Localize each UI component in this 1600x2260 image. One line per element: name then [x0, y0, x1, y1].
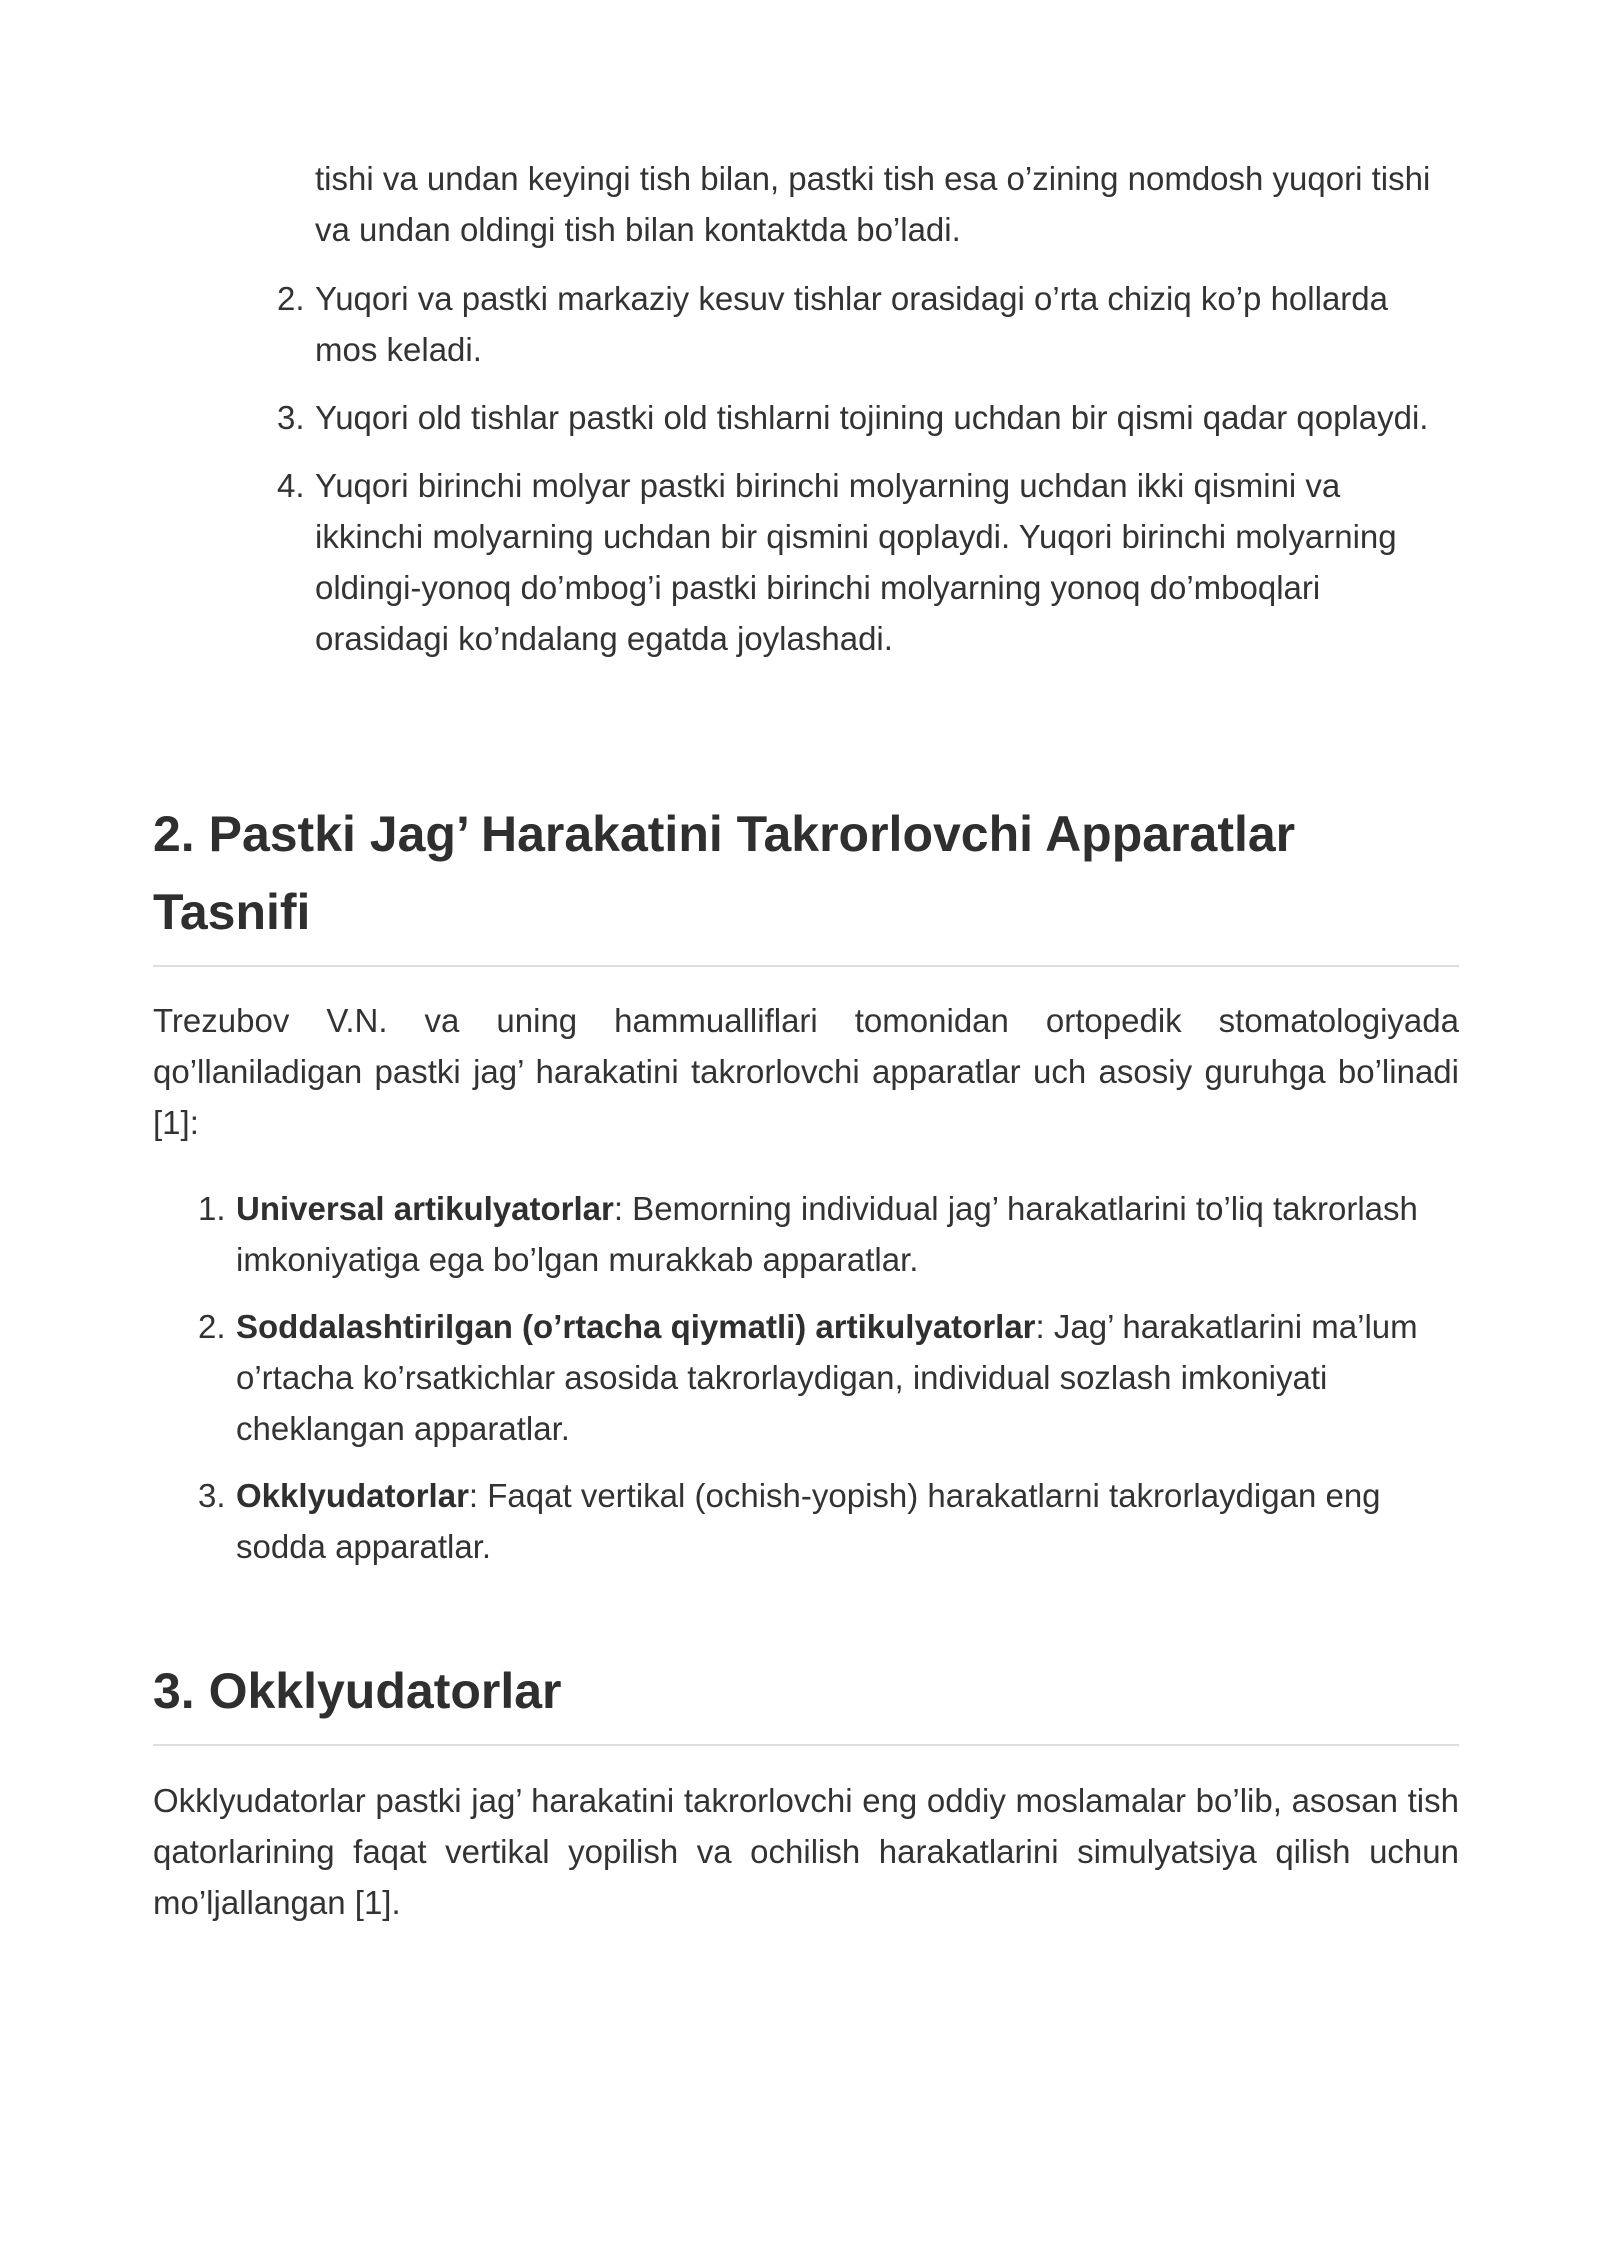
- list-number: 4.: [277, 467, 305, 504]
- section-heading: 3. Okklyudatorlar: [153, 1663, 562, 1719]
- list-number: 2.: [198, 1308, 226, 1345]
- list-item-text: Yuqori old tishlar pastki old tishlarni tojining uchdan bir qismi qadar qoplaydi.: [315, 399, 1429, 436]
- list-item: [198, 1470, 1459, 1572]
- list-item-text: : Bemorning individual jag’ harakatlarini to’liq takrorlash imkoniyatiga ega bo’lgan murakkab apparatlar.: [236, 1190, 1418, 1278]
- list-item: [277, 273, 1445, 375]
- list-item-continuation: tishi va undan keyingi tish bilan, pastki tish esa o’zining nomdosh yuqori tishi va undan oldingi tish bilan kontaktda bo’ladi.: [315, 160, 1431, 248]
- list-item-text: Yuqori va pastki markaziy kesuv tishlar orasidagi o’rta chiziq ko’p hollarda mos keladi.: [315, 280, 1388, 368]
- list-item: [277, 392, 1445, 443]
- list-number: 1.: [198, 1190, 226, 1227]
- occlusion-criteria-list: [277, 273, 1445, 681]
- list-item-text: : Jag’ harakatlarini ma’lum o’rtacha ko’rsatkichlar asosida takrorlaydigan, individual sozlash imkoniyati cheklangan apparatlar.: [236, 1308, 1418, 1447]
- list-item-term: Okklyudatorlar: [236, 1477, 469, 1514]
- section-heading-wrapper: [153, 1652, 1459, 1746]
- list-item-text: : Faqat vertikal (ochish-yopish) harakatlarni takrorlaydigan eng sodda apparatlar.: [236, 1477, 1381, 1565]
- section-heading: 2. Pastki Jag’ Harakatini Takrorlovchi Apparatlar Tasnifi: [153, 806, 1296, 940]
- list-item-text: Yuqori birinchi molyar pastki birinchi molyarning uchdan ikki qismini va ikkinchi molyarning uchdan bir qismini qoplaydi. Yuqori birinchi molyarning oldingi-yonoq do’mbog’i pastki birinchi molyarning yonoq do’mboqlari orasidagi ko’ndalang egatda joylashadi.: [315, 467, 1397, 657]
- list-number: 3.: [198, 1477, 226, 1514]
- list-number: 3.: [277, 399, 305, 436]
- section-paragraph: Okklyudatorlar pastki jag’ harakatini takrorlovchi eng oddiy moslamalar bo’lib, asosan tish qatorlarining faqat vertikal yopilish va ochilish harakatlarini simulyatsiya qilish uchun mo’ljallangan [1].: [153, 1782, 1459, 1921]
- list-item: [198, 1183, 1459, 1285]
- list-item: [198, 1301, 1459, 1454]
- section-paragraph: Trezubov V.N. va uning hammualliflari tomonidan ortopedik stomatologiyada qo’llaniladigan pastki jag’ harakatini takrorlovchi apparatlar uch asosiy guruhga bo’linadi [1]:: [153, 1002, 1459, 1141]
- apparatus-classification-list: [198, 1183, 1459, 1588]
- section-heading-wrapper: [153, 795, 1459, 967]
- list-item-term: Soddalashtirilgan (o’rtacha qiymatli) artikulyatorlar: [236, 1308, 1036, 1345]
- list-item: [277, 460, 1445, 664]
- list-item-term: Universal artikulyatorlar: [236, 1190, 614, 1227]
- list-number: 2.: [277, 280, 305, 317]
